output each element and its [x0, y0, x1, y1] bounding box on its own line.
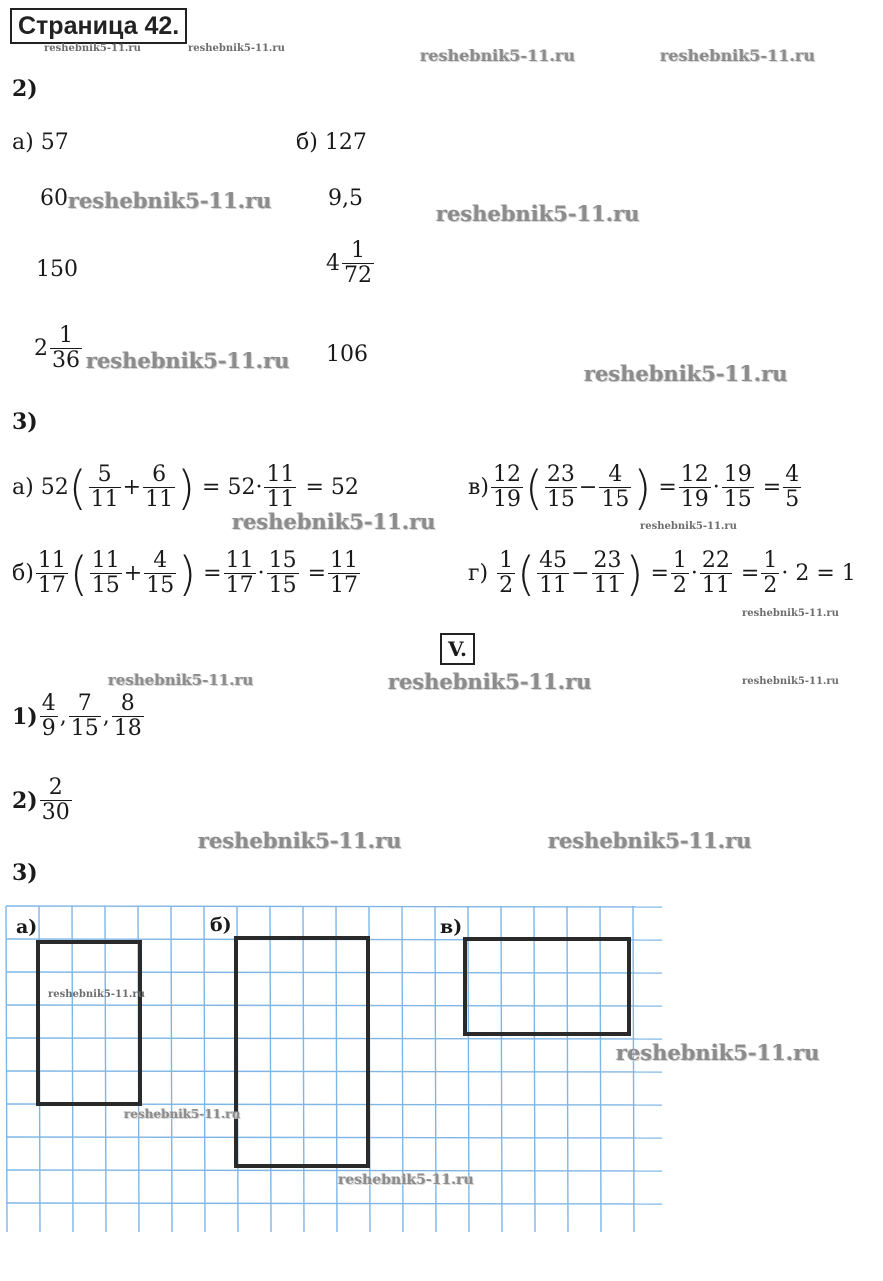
watermark: reshebnik5-11.ru — [640, 521, 737, 532]
watermark: reshebnik5-11.ru — [616, 1040, 820, 1065]
grid-line-vertical — [171, 906, 172, 1232]
section-label: 3) — [12, 409, 38, 435]
equation-a: а) 52 ( $\frac{5}{11}$ + $\frac{6}{11}$ ) = 52 · $\frac{11}{11}$ = 52 — [12, 460, 359, 515]
grid-line-horizontal — [6, 1203, 662, 1204]
section-label: 3) — [12, 860, 38, 886]
watermark: reshebnik5-11.ru — [436, 201, 640, 226]
watermark: reshebnik5-11.ru — [232, 509, 436, 534]
watermark: reshebnik5-11.ru — [548, 828, 752, 853]
answer-b-1: б) 127 — [296, 130, 367, 155]
grid-line-vertical — [303, 906, 304, 1232]
grid-line-vertical — [336, 906, 337, 1232]
answer-a-1: а) 57 — [12, 130, 69, 155]
grid-line-horizontal — [6, 1071, 662, 1072]
grid-line-vertical — [633, 906, 634, 1232]
grid-line-horizontal — [6, 1038, 662, 1039]
section-label: 2) — [12, 76, 38, 102]
watermark: reshebnik5-11.ru — [124, 1107, 241, 1121]
watermark: reshebnik5-11.ru — [188, 43, 285, 54]
watermark: reshebnik5-11.ru — [420, 46, 576, 65]
grid-paper — [0, 900, 670, 1240]
answer-b-3: 4 $\frac{1}{72}$ — [326, 238, 372, 289]
watermark: reshebnik5-11.ru — [742, 676, 839, 687]
grid-line-vertical — [270, 906, 271, 1232]
rectangle-a — [38, 942, 140, 1104]
grid-lines — [6, 906, 662, 1232]
grid-line-horizontal — [6, 1005, 662, 1006]
watermark: reshebnik5-11.ru — [86, 348, 290, 373]
grid-line-vertical — [105, 906, 106, 1232]
watermark: reshebnik5-11.ru — [338, 1172, 474, 1188]
grid-line-vertical — [567, 906, 568, 1232]
grid-line-vertical — [72, 906, 73, 1232]
grid-line-horizontal — [6, 1170, 662, 1171]
grid-line-horizontal — [6, 972, 662, 973]
grid-line-vertical — [534, 906, 535, 1232]
watermark: reshebnik5-11.ru — [584, 361, 788, 386]
answer-a-2: 60 — [40, 186, 68, 211]
grid-line-vertical — [600, 906, 601, 1232]
section-heading: V. — [440, 633, 475, 665]
equation-g: г) $\frac{1}{2}$ ( $\frac{45}{11}$ − $\frac{23}{11}$ ) = $\frac{1}{2}$ · $\frac{22}{11}$ = $\frac{1}{2}$ · 2 = 1 — [468, 546, 856, 601]
watermark: reshebnik5-11.ru — [198, 828, 402, 853]
watermark: reshebnik5-11.ru — [660, 46, 816, 65]
equation-b: б) $\frac{11}{17}$ ( $\frac{11}{15}$ + $\frac{4}{15}$ ) = $\frac{11}{17}$ · $\frac{15}{15}$ = $\frac{11}{17}$ — [12, 546, 359, 601]
answer-b-4: 106 — [326, 342, 368, 367]
rectangle-v — [465, 939, 629, 1034]
grid-line-horizontal — [6, 906, 662, 907]
figure-label-v: в) — [440, 916, 463, 938]
watermark: reshebnik5-11.ru — [44, 43, 141, 54]
watermark: reshebnik5-11.ru — [108, 671, 254, 689]
grid-line-horizontal — [6, 1137, 662, 1138]
figure-label-a: а) — [16, 916, 38, 938]
watermark: reshebnik5-11.ru — [48, 989, 145, 1000]
answer-a-3: 150 — [36, 257, 78, 282]
grid-line-vertical — [204, 906, 205, 1232]
equation-v: в) $\frac{12}{19}$ ( $\frac{23}{15}$ − $\frac{4}{15}$ ) = $\frac{12}{19}$ · $\frac{19}{15}$ = $\frac{4}{5}$ — [468, 460, 800, 515]
watermark: reshebnik5-11.ru — [388, 669, 592, 694]
answer-v-1: 1) $\frac{4}{9}$ , $\frac{7}{15}$ , $\frac{8}{18}$ — [12, 691, 142, 742]
answer-b-2: 9,5 — [328, 186, 363, 211]
grid-line-vertical — [6, 906, 7, 1232]
watermark: reshebnik5-11.ru — [742, 608, 839, 619]
answer-a-4: 2 $\frac{1}{36}$ — [34, 323, 80, 374]
figure-label-b: б) — [210, 914, 232, 936]
answer-v-2: 2) $\frac{2}{30}$ — [12, 775, 70, 826]
grid-line-vertical — [501, 906, 502, 1232]
watermark: reshebnik5-11.ru — [68, 188, 272, 213]
page-title: Страница 42. — [10, 8, 187, 44]
